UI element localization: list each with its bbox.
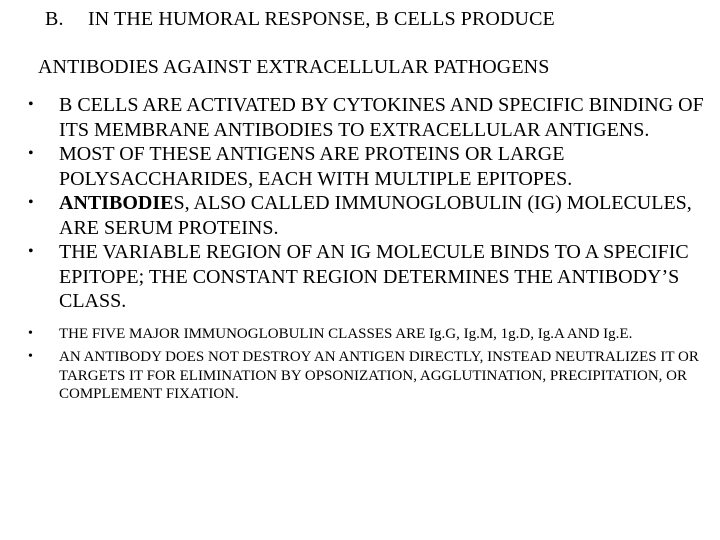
- bullet-icon: •: [28, 325, 33, 341]
- bullet-icon: •: [28, 96, 34, 113]
- bullet-item: [28, 240, 718, 314]
- section-letter: B.: [45, 8, 64, 30]
- bullet-icon: •: [28, 349, 33, 364]
- title-text-1: IN THE HUMORAL RESPONSE, B CELLS PRODUCE: [88, 8, 555, 30]
- bullet-item: [28, 348, 718, 404]
- bullet-text: THE VARIABLE REGION OF AN IG MOLECULE BINDS TO A SPECIFIC EPITOPE; THE CONSTANT REGION DETERMINES THE ANTIBODY’S CLASS.: [59, 241, 689, 312]
- bullet-text: MOST OF THESE ANTIGENS ARE PROTEINS OR LARGE POLYSACCHARIDES, EACH WITH MULTIPLE EPITOPES.: [59, 143, 573, 190]
- slide-title-line-1: [45, 8, 555, 31]
- bullet-item: [28, 93, 718, 142]
- bullet-text: AN ANTIBODY DOES NOT DESTROY AN ANTIGEN DIRECTLY, INSTEAD NEUTRALIZES IT OR TARGETS IT FOR ELIMINATION BY OPSONIZATION, AGGLUTINATION, PRECIPITATION, OR COMPLEMENT FIXATION.: [59, 349, 699, 402]
- bullet-item: [28, 325, 718, 344]
- bullet-icon: •: [28, 243, 34, 260]
- bullet-text: B CELLS ARE ACTIVATED BY CYTOKINES AND SPECIFIC BINDING OF ITS MEMBRANE ANTIBODIES TO EXTRACELLULAR ANTIGENS.: [59, 94, 704, 141]
- bullet-icon: •: [28, 145, 34, 162]
- bullet-list: [28, 93, 718, 404]
- bullet-text: S, ALSO CALLED IMMUNOGLOBULIN (IG) MOLECULES, ARE SERUM PROTEINS.: [59, 192, 692, 239]
- bullet-item: [28, 142, 718, 191]
- slide-title-line-2: ANTIBODIES AGAINST EXTRACELLULAR PATHOGENS: [38, 56, 550, 78]
- bullet-item: [28, 191, 718, 240]
- bullet-text-bold: ANTIBODIE: [59, 192, 174, 214]
- bullet-text: THE FIVE MAJOR IMMUNOGLOBULIN CLASSES ARE Ig.G, Ig.M, 1g.D, Ig.A AND Ig.E.: [59, 325, 633, 342]
- bullet-icon: •: [28, 194, 34, 211]
